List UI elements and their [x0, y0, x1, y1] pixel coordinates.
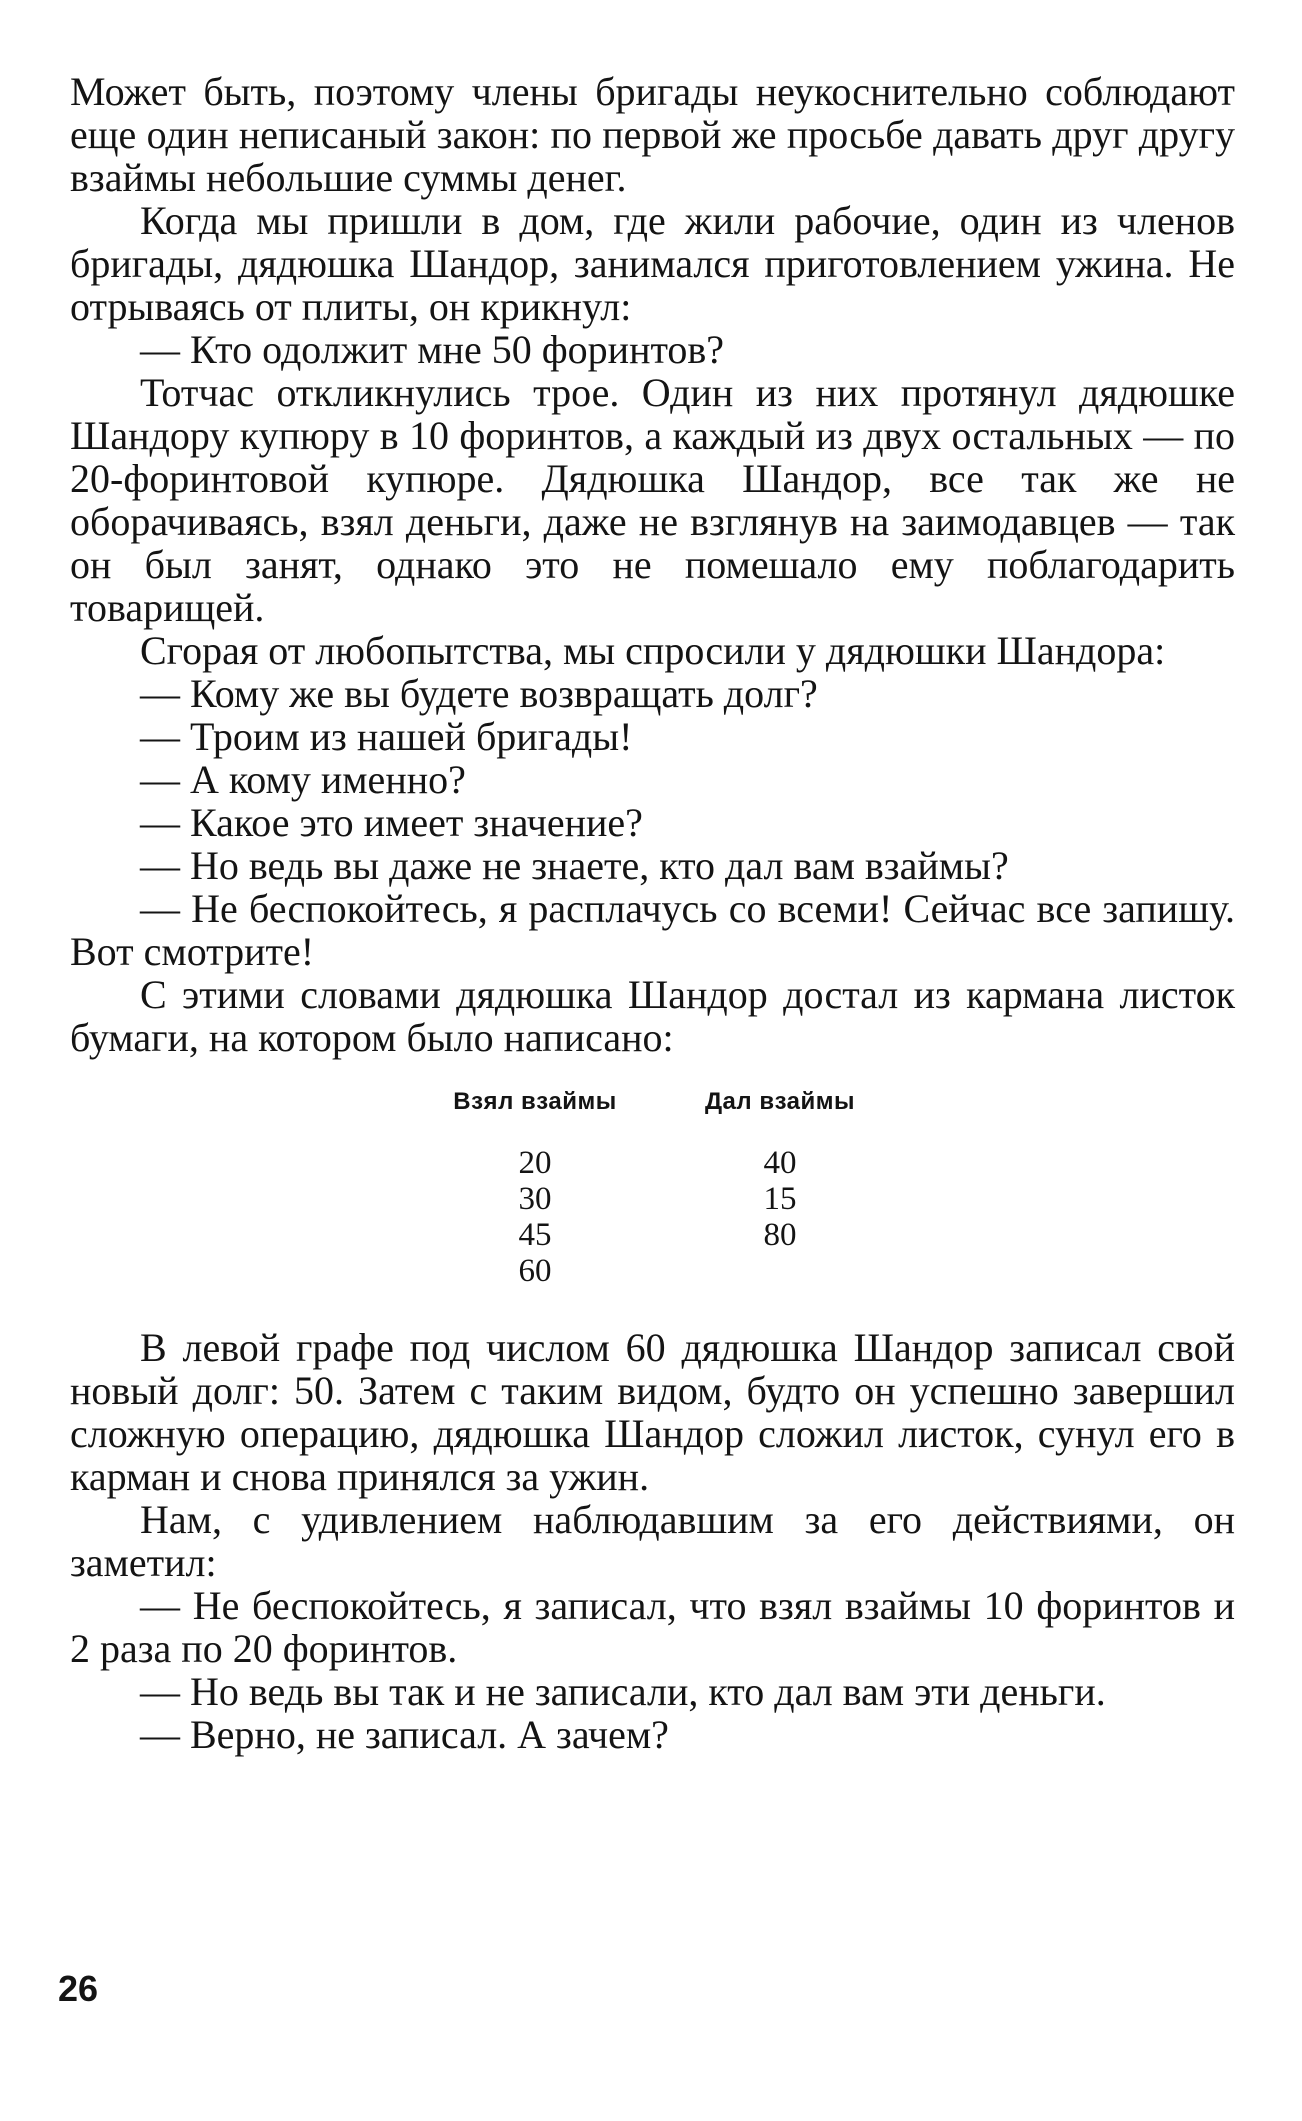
- borrowed-column: [435, 1081, 635, 1289]
- lent-value: 40: [763, 1145, 797, 1181]
- dialogue-line: — Троим из нашей бригады!: [140, 714, 633, 759]
- paragraph: Когда мы пришли в дом, где жили рабочие, один из членов бригады, дядюшка Шандор, занимался приготовлением ужина. Не отрываясь от плиты, он крикнул:: [70, 198, 1235, 329]
- dialogue-line: — Кому же вы будете возвращать долг?: [140, 671, 818, 716]
- paragraph: Тотчас откликнулись трое. Один из них протянул дядюшке Шандору купюру в 10 форинтов, а каждый из двух остальных — по 20-форинтовой купюре. Дядюшка Шандор, все так же не оборачиваясь, взял деньги, даже не взглянув на заимодавцев — так он был занят, однако это не помешало ему поблагодарить товарищей.: [70, 370, 1235, 630]
- dialogue-line: — Не беспокойтесь, я расплачусь со всеми! Сейчас все запишу. Вот смотрите!: [70, 886, 1235, 974]
- paragraph: Сгорая от любопытства, мы спросили у дядюшки Шандора:: [140, 628, 1166, 673]
- lent-column: [680, 1081, 880, 1253]
- paragraph: В левой графе под числом 60 дядюшка Шандор записал свой новый долг: 50. Затем с таким видом, будто он успешно завершил сложную операцию, дядюшка Шандор сложил листок, сунул его в карман и снова принялся за ужин.: [70, 1325, 1235, 1499]
- borrowed-value: 60: [518, 1253, 552, 1289]
- paragraph: Нам, с удивлением наблюдавшим за его действиями, он заметил:: [70, 1497, 1235, 1585]
- page-number: 26: [58, 1968, 99, 2009]
- dialogue-line: — А кому именно?: [140, 757, 466, 802]
- dialogue-line: — Но ведь вы даже не знаете, кто дал вам взаймы?: [140, 843, 1009, 888]
- dialogue-line: — Не беспокойтесь, я записал, что взял взаймы 10 форинтов и 2 раза по 20 форинтов.: [70, 1583, 1235, 1671]
- dialogue-line: — Какое это имеет значение?: [140, 800, 643, 845]
- lent-value: 15: [763, 1181, 797, 1217]
- book-page: [70, 70, 1235, 1756]
- ledger-table: [70, 1081, 1235, 1316]
- borrowed-value: 45: [518, 1217, 552, 1253]
- lent-value: 80: [763, 1217, 797, 1253]
- dialogue-line: — Но ведь вы так и не записали, кто дал вам эти деньги.: [140, 1669, 1106, 1714]
- borrowed-value: 20: [518, 1145, 552, 1181]
- borrowed-value: 30: [518, 1181, 552, 1217]
- lent-header: Дал взаймы: [704, 1088, 856, 1115]
- borrowed-header: Взял взаймы: [453, 1088, 617, 1115]
- dialogue-line: — Кто одолжит мне 50 форинтов?: [140, 327, 725, 372]
- dialogue-line: — Верно, не записал. А зачем?: [140, 1712, 669, 1757]
- paragraph: С этими словами дядюшка Шандор достал из кармана листок бумаги, на котором было написано:: [70, 972, 1235, 1060]
- paragraph: Может быть, поэтому члены бригады неукоснительно соблюдают еще один неписаный закон: по первой же просьбе давать друг другу взаймы небольшие суммы денег.: [70, 69, 1235, 200]
